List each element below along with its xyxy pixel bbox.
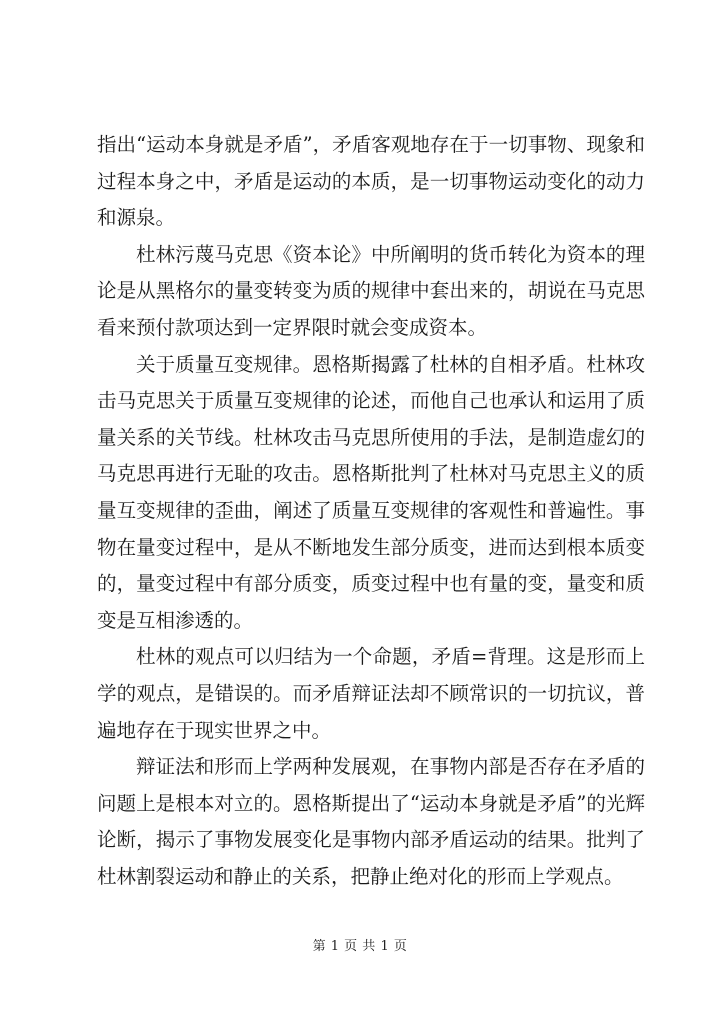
page-number-footer: 第 1 页 共 1 页 <box>312 939 408 954</box>
paragraph-5: 辩证法和形而上学两种发展观，在事物内部是否存在矛盾的问题上是根本对立的。恩格斯提出了“运动本身就是矛盾”的光辉论断，揭示了事物发展变化是事物内部矛盾运动的结果。批判了杜林割裂运动和静止的关系，把静止绝对化的形而上学观点。 <box>97 755 645 888</box>
paragraph-4: 杜林的观点可以归结为一个命题，矛盾=背理。这是形而上学的观点，是错误的。而矛盾辩证法却不顾常识的一切抗议，普遍地存在于现实世界之中。 <box>97 645 645 742</box>
document-body <box>97 127 645 895</box>
paragraph-2: 杜林污蔑马克思《资本论》中所阐明的货币转化为资本的理论是从黑格尔的量变转变为质的规律中套出来的，胡说在马克思看来预付款项达到一定界限时就会变成资本。 <box>97 242 645 339</box>
paragraph-1: 指出“运动本身就是矛盾”，矛盾客观地存在于一切事物、现象和过程本身之中，矛盾是运动的本质，是一切事物运动变化的动力和源泉。 <box>97 133 645 230</box>
paragraph-3: 关于质量互变规律。恩格斯揭露了杜林的自相矛盾。杜林攻击马克思关于质量互变规律的论述，而他自己也承认和运用了质量关系的关节线。杜林攻击马克思所使用的手法，是制造虚幻的马克思再进行无耻的攻击。恩格斯批判了杜林对马克思主义的质量互变规律的歪曲，阐述了质量互变规律的客观性和普遍性。事物在量变过程中，是从不断地发生部分质变，进而达到根本质变的，量变过程中有部分质变，质变过程中也有量的变，量变和质变是互相渗透的。 <box>97 352 645 632</box>
